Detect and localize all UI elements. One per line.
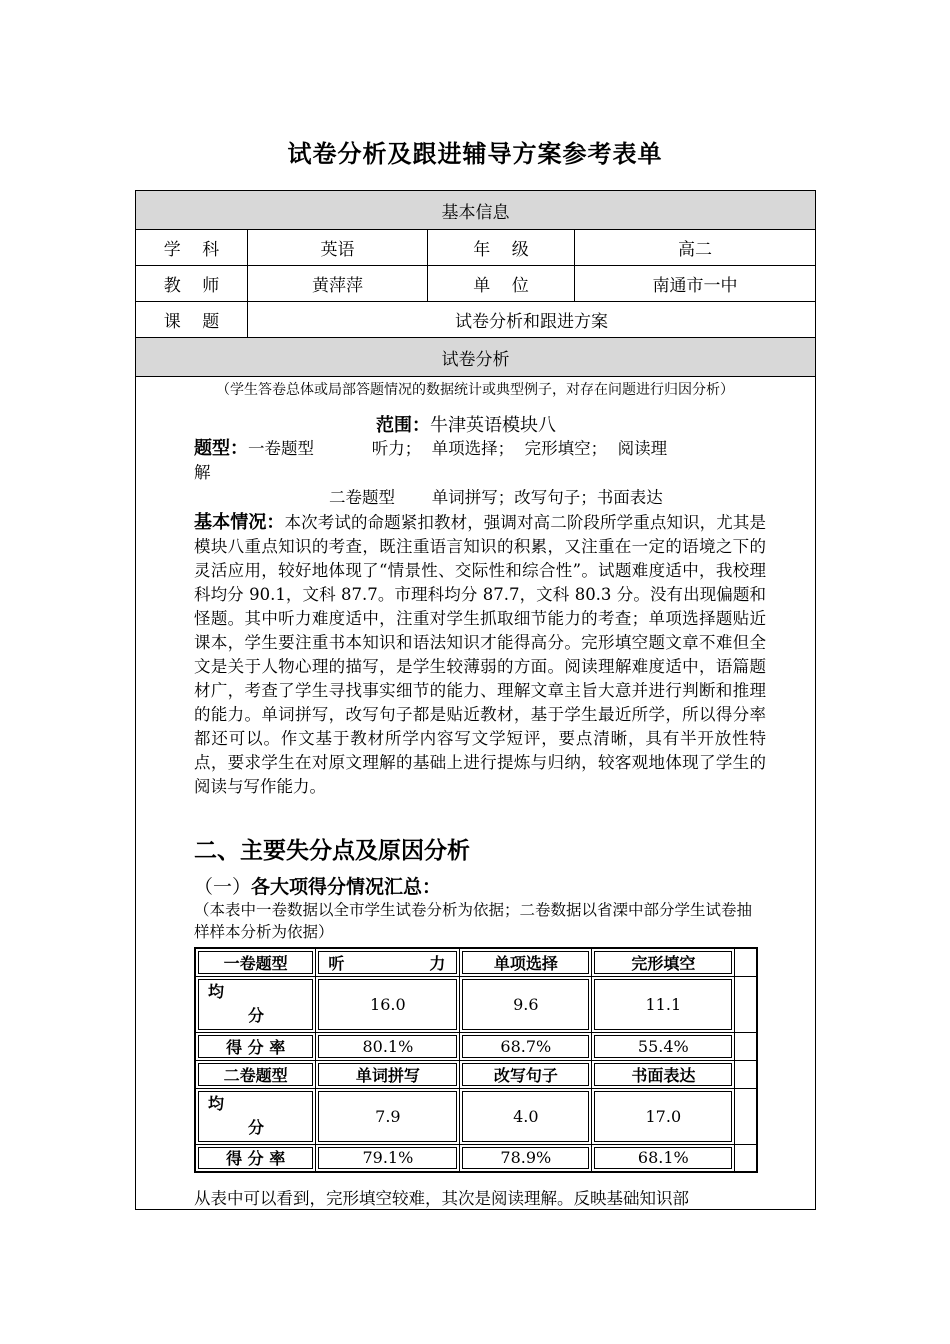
- rate-value: 79.1%: [316, 1144, 460, 1172]
- teacher-label: 教 师: [136, 266, 248, 302]
- analysis-form: [135, 190, 816, 1210]
- col-writing: 书面表达: [592, 1060, 735, 1088]
- scope-label: 范围：: [376, 415, 430, 436]
- paper2-label: 二卷题型: [195, 1060, 316, 1088]
- unit-value: 南通市一中: [575, 266, 816, 302]
- type-label: 题型：: [194, 438, 248, 459]
- basic-situation: [194, 511, 766, 799]
- avg-label-2: 分: [248, 1006, 265, 1025]
- table-edge-cell: [735, 976, 757, 1032]
- scope-value: 牛津英语模块八: [430, 415, 556, 436]
- analysis-body: [136, 377, 816, 1210]
- section2-title: 二、主要失分点及原因分析: [194, 837, 470, 864]
- rate-value: 68.1%: [592, 1144, 735, 1172]
- tail-text: 从表中可以看到，完形填空较难，其次是阅读理解。反映基础知识部: [194, 1189, 689, 1208]
- rate-label: 得 分 率: [195, 1144, 316, 1172]
- grade-label: 年 级: [428, 230, 575, 266]
- rate-label: 得 分 率: [195, 1032, 316, 1060]
- table-note: （本表中一卷数据以全市学生试卷分析为依据；二卷数据以省溧中部分学生试卷抽样样本分析为依据）: [194, 901, 753, 941]
- table-edge-cell: [735, 948, 757, 976]
- basic-info-header: 基本信息: [136, 191, 816, 230]
- type-line1-wrap: 解: [194, 463, 211, 482]
- topic-value: 试卷分析和跟进方案: [248, 302, 816, 338]
- listening-char1: 听: [328, 953, 345, 973]
- col-cloze: 完形填空: [592, 948, 735, 976]
- avg-value: 16.0: [316, 976, 460, 1032]
- table-edge-cell: [735, 1060, 757, 1088]
- avg-label-2: 分: [248, 1118, 265, 1137]
- avg-value: 7.9: [316, 1088, 460, 1144]
- paper1-label: 一卷题型: [195, 948, 316, 976]
- unit-label: 单 位: [428, 266, 575, 302]
- rate-value: 78.9%: [460, 1144, 592, 1172]
- rate-value: 55.4%: [592, 1032, 735, 1060]
- col-single-choice: 单项选择: [460, 948, 592, 976]
- subject-label: 学 科: [136, 230, 248, 266]
- col-rewrite: 改写句子: [460, 1060, 592, 1088]
- avg-label: [195, 976, 316, 1032]
- grade-value: 高二: [575, 230, 816, 266]
- sub1-text: 各大项得分情况汇总：: [251, 876, 442, 898]
- listening-char2: 力: [429, 953, 446, 973]
- subject-value: 英语: [248, 230, 428, 266]
- analysis-hint: （学生答卷总体或局部答题情况的数据统计或典型例子，对存在问题进行归因分析）: [216, 382, 734, 398]
- avg-label: [195, 1088, 316, 1144]
- type-line1: 一卷题型 听力； 单项选择； 完形填空； 阅读理: [248, 439, 668, 458]
- col-listening: [316, 948, 460, 976]
- teacher-value: 黄萍萍: [248, 266, 428, 302]
- situation-text: 本次考试的命题紧扣教材，强调对高二阶段所学重点知识，尤其是模块八重点知识的考查，既注重语言知识的积累，又注重在一定的语境之下的灵活应用，较好地体现了“情景性、交际性和综合性”。试题难度适中，我校理科均分 90.1，文科 87.7。市理科均分 87.7，文科 80.3 分。没有出现偏题和怪题。其中听力难度适中，注重对学生抓取细节能力的考查；单项选择题贴近课本，学生要注重书本知识和语法知识才能得高分。完形填空题文章不难但全文是关于人物心理的描写，是学生较薄弱的方面。阅读理解难度适中，语篇题材广，考查了学生寻找事实细节的能力、理解文章主旨大意并进行判断和推理的能力。单词拼写，改写句子都是贴近教材，基于学生最近所学，所以得分率都还可以。作文基于教材所学内容写文学短评，要点清晰，具有半开放性特点，要求学生在对原文理解的基础上进行提炼与归纳，较客观地体现了学生的阅读与写作能力。: [194, 513, 767, 796]
- topic-label: 课 题: [136, 302, 248, 338]
- type-line2: 二卷题型 单词拼写；改写句子；书面表达: [329, 488, 663, 507]
- avg-value: 9.6: [460, 976, 592, 1032]
- avg-value: 4.0: [460, 1088, 592, 1144]
- analysis-header: 试卷分析: [136, 338, 816, 377]
- rate-value: 68.7%: [460, 1032, 592, 1060]
- avg-value: 17.0: [592, 1088, 735, 1144]
- table-edge-cell: [735, 1088, 757, 1144]
- scope-line: [376, 411, 556, 437]
- question-types: [194, 437, 766, 461]
- col-spelling: 单词拼写: [316, 1060, 460, 1088]
- avg-label-1: 均: [208, 982, 225, 1001]
- page-title: 试卷分析及跟进辅导方案参考表单: [287, 140, 663, 168]
- avg-value: 11.1: [592, 976, 735, 1032]
- sub1-prefix: （一）: [194, 876, 252, 898]
- table-edge-cell: [735, 1144, 757, 1172]
- score-table: [194, 947, 758, 1173]
- avg-label-1: 均: [208, 1094, 225, 1113]
- rate-value: 80.1%: [316, 1032, 460, 1060]
- situation-label: 基本情况：: [194, 512, 285, 533]
- sub1-title: [194, 872, 441, 899]
- table-edge-cell: [735, 1032, 757, 1060]
